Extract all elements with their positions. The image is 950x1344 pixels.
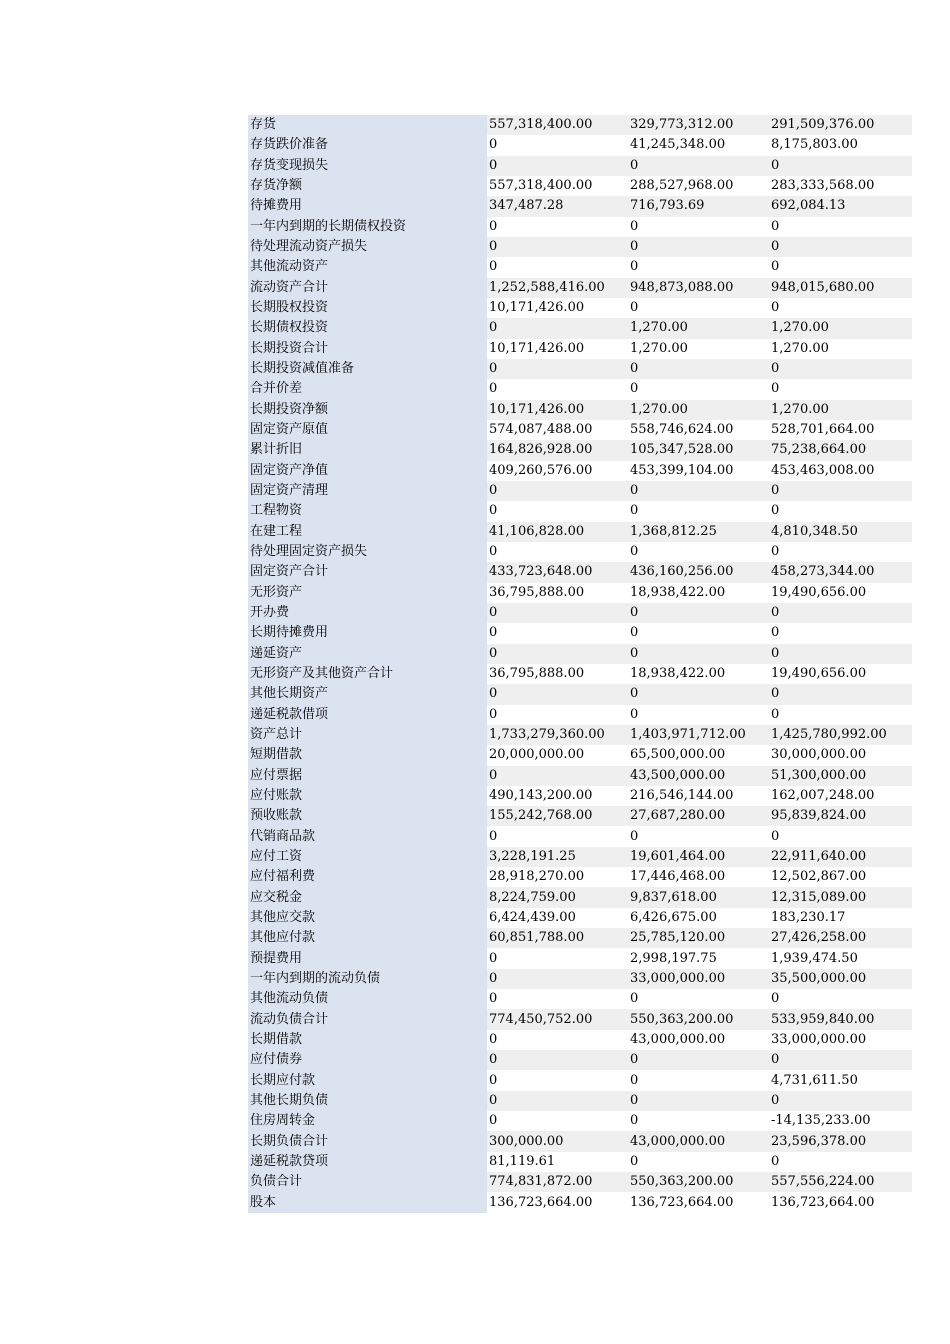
- value-col-3: 23,596,378.00: [769, 1131, 912, 1151]
- table-row: [248, 684, 912, 704]
- value-col-3: 0: [769, 684, 912, 704]
- value-col-3: 0: [769, 257, 912, 277]
- value-col-3: 0: [769, 217, 912, 237]
- row-label: 长期负债合计: [248, 1131, 487, 1151]
- value-col-2: 436,160,256.00: [628, 562, 769, 582]
- table-row: [248, 461, 912, 481]
- table-row: [248, 1131, 912, 1151]
- value-col-2: 1,270.00: [628, 318, 769, 338]
- value-col-1: 36,795,888.00: [487, 583, 628, 603]
- table-row: [248, 481, 912, 501]
- value-col-1: 3,228,191.25: [487, 847, 628, 867]
- value-col-1: 1,733,279,360.00: [487, 725, 628, 745]
- value-col-3: 0: [769, 705, 912, 725]
- value-col-2: 1,403,971,712.00: [628, 725, 769, 745]
- value-col-2: 0: [628, 1111, 769, 1131]
- value-col-3: 183,230.17: [769, 908, 912, 928]
- value-col-3: 95,839,824.00: [769, 806, 912, 826]
- table-row: [248, 786, 912, 806]
- value-col-1: 0: [487, 1050, 628, 1070]
- row-label: 长期投资合计: [248, 339, 487, 359]
- table-row: [248, 562, 912, 582]
- row-label: 固定资产清理: [248, 481, 487, 501]
- table-row: [248, 379, 912, 399]
- value-col-2: 1,270.00: [628, 339, 769, 359]
- table-row: [248, 135, 912, 155]
- value-col-1: 0: [487, 379, 628, 399]
- table-row: [248, 664, 912, 684]
- table-row: [248, 948, 912, 968]
- value-col-2: 105,347,528.00: [628, 440, 769, 460]
- balance-sheet: [248, 115, 912, 1213]
- row-label: 存货变现损失: [248, 156, 487, 176]
- row-label: 无形资产及其他资产合计: [248, 664, 487, 684]
- row-label: 一年内到期的长期债权投资: [248, 217, 487, 237]
- table-row: [248, 725, 912, 745]
- value-col-3: 27,426,258.00: [769, 928, 912, 948]
- value-col-3: 162,007,248.00: [769, 786, 912, 806]
- value-col-3: 1,939,474.50: [769, 948, 912, 968]
- value-col-1: 0: [487, 1070, 628, 1090]
- value-col-3: 0: [769, 481, 912, 501]
- value-col-3: 12,502,867.00: [769, 867, 912, 887]
- value-col-3: 0: [769, 156, 912, 176]
- table-row: [248, 176, 912, 196]
- value-col-3: 19,490,656.00: [769, 583, 912, 603]
- value-col-1: 0: [487, 542, 628, 562]
- value-col-3: 0: [769, 644, 912, 664]
- value-col-3: 1,425,780,992.00: [769, 725, 912, 745]
- value-col-1: 81,119.61: [487, 1152, 628, 1172]
- row-label: 固定资产净值: [248, 461, 487, 481]
- value-col-2: 2,998,197.75: [628, 948, 769, 968]
- value-col-2: 550,363,200.00: [628, 1009, 769, 1029]
- value-col-3: 0: [769, 1091, 912, 1111]
- row-label: 合并价差: [248, 379, 487, 399]
- row-label: 预提费用: [248, 948, 487, 968]
- table-row: [248, 603, 912, 623]
- value-col-3: 453,463,008.00: [769, 461, 912, 481]
- value-col-2: 453,399,104.00: [628, 461, 769, 481]
- value-col-2: 0: [628, 359, 769, 379]
- table-row: [248, 1152, 912, 1172]
- value-col-2: 0: [628, 644, 769, 664]
- value-col-1: 0: [487, 644, 628, 664]
- value-col-2: 41,245,348.00: [628, 135, 769, 155]
- value-col-2: 43,500,000.00: [628, 766, 769, 786]
- value-col-1: 6,424,439.00: [487, 908, 628, 928]
- row-label: 递延税款贷项: [248, 1152, 487, 1172]
- value-col-1: 0: [487, 969, 628, 989]
- value-col-2: 329,773,312.00: [628, 115, 769, 135]
- row-label: 待处理流动资产损失: [248, 237, 487, 257]
- row-label: 长期债权投资: [248, 318, 487, 338]
- row-label: 股本: [248, 1192, 487, 1212]
- value-col-2: 9,837,618.00: [628, 887, 769, 907]
- table-row: [248, 400, 912, 420]
- value-col-2: 550,363,200.00: [628, 1172, 769, 1192]
- value-col-1: 0: [487, 684, 628, 704]
- row-label: 住房周转金: [248, 1111, 487, 1131]
- row-label: 其他流动资产: [248, 257, 487, 277]
- value-col-2: 43,000,000.00: [628, 1131, 769, 1151]
- table-row: [248, 766, 912, 786]
- value-col-3: 30,000,000.00: [769, 745, 912, 765]
- value-col-3: 0: [769, 501, 912, 521]
- table-row: [248, 867, 912, 887]
- value-col-3: 12,315,089.00: [769, 887, 912, 907]
- value-col-3: 136,723,664.00: [769, 1192, 912, 1212]
- table-row: [248, 705, 912, 725]
- row-label: 其他长期资产: [248, 684, 487, 704]
- table-row: [248, 908, 912, 928]
- table-row: [248, 522, 912, 542]
- row-label: 待摊费用: [248, 196, 487, 216]
- value-col-3: 0: [769, 379, 912, 399]
- row-label: 应付福利费: [248, 867, 487, 887]
- value-col-3: 0: [769, 623, 912, 643]
- value-col-3: 75,238,664.00: [769, 440, 912, 460]
- value-col-1: 60,851,788.00: [487, 928, 628, 948]
- value-col-3: 0: [769, 359, 912, 379]
- table-row: [248, 623, 912, 643]
- value-col-1: 0: [487, 766, 628, 786]
- value-col-2: 0: [628, 1091, 769, 1111]
- value-col-3: 35,500,000.00: [769, 969, 912, 989]
- value-col-1: 41,106,828.00: [487, 522, 628, 542]
- table-row: [248, 318, 912, 338]
- value-col-2: 136,723,664.00: [628, 1192, 769, 1212]
- value-col-2: 0: [628, 217, 769, 237]
- value-col-2: 0: [628, 481, 769, 501]
- row-label: 长期股权投资: [248, 298, 487, 318]
- value-col-3: 1,270.00: [769, 318, 912, 338]
- value-col-2: 0: [628, 705, 769, 725]
- value-col-3: 291,509,376.00: [769, 115, 912, 135]
- value-col-2: 716,793.69: [628, 196, 769, 216]
- row-label: 其他长期负债: [248, 1091, 487, 1111]
- value-col-1: 0: [487, 705, 628, 725]
- value-col-3: 0: [769, 989, 912, 1009]
- value-col-2: 18,938,422.00: [628, 664, 769, 684]
- table-row: [248, 1172, 912, 1192]
- value-col-3: 0: [769, 603, 912, 623]
- value-col-2: 0: [628, 237, 769, 257]
- value-col-3: 0: [769, 542, 912, 562]
- value-col-1: 8,224,759.00: [487, 887, 628, 907]
- value-col-2: 0: [628, 501, 769, 521]
- row-label: 固定资产合计: [248, 562, 487, 582]
- value-col-3: 0: [769, 1050, 912, 1070]
- table-row: [248, 359, 912, 379]
- value-col-1: 0: [487, 135, 628, 155]
- table-row: [248, 826, 912, 846]
- value-col-2: 25,785,120.00: [628, 928, 769, 948]
- row-label: 应付工资: [248, 847, 487, 867]
- value-col-3: 51,300,000.00: [769, 766, 912, 786]
- value-col-1: 155,242,768.00: [487, 806, 628, 826]
- value-col-1: 0: [487, 1030, 628, 1050]
- value-col-1: 0: [487, 603, 628, 623]
- table-row: [248, 1009, 912, 1029]
- value-col-3: -14,135,233.00: [769, 1111, 912, 1131]
- value-col-3: 8,175,803.00: [769, 135, 912, 155]
- value-col-3: 0: [769, 237, 912, 257]
- value-col-2: 0: [628, 542, 769, 562]
- row-label: 负债合计: [248, 1172, 487, 1192]
- table-row: [248, 196, 912, 216]
- value-col-2: 0: [628, 257, 769, 277]
- value-col-2: 6,426,675.00: [628, 908, 769, 928]
- value-col-2: 19,601,464.00: [628, 847, 769, 867]
- value-col-2: 65,500,000.00: [628, 745, 769, 765]
- value-col-1: 0: [487, 359, 628, 379]
- table-row: [248, 928, 912, 948]
- row-label: 其他应交款: [248, 908, 487, 928]
- row-label: 无形资产: [248, 583, 487, 603]
- row-label: 其他流动负债: [248, 989, 487, 1009]
- table-row: [248, 278, 912, 298]
- table-row: [248, 217, 912, 237]
- table-row: [248, 969, 912, 989]
- value-col-2: 0: [628, 298, 769, 318]
- value-col-1: 0: [487, 501, 628, 521]
- value-col-3: 4,731,611.50: [769, 1070, 912, 1090]
- table-row: [248, 989, 912, 1009]
- table-row: [248, 257, 912, 277]
- value-col-1: 0: [487, 989, 628, 1009]
- row-label: 递延资产: [248, 644, 487, 664]
- table-row: [248, 440, 912, 460]
- row-label: 累计折旧: [248, 440, 487, 460]
- value-col-3: 1,270.00: [769, 339, 912, 359]
- row-label: 待处理固定资产损失: [248, 542, 487, 562]
- value-col-2: 948,873,088.00: [628, 278, 769, 298]
- row-label: 开办费: [248, 603, 487, 623]
- row-label: 长期借款: [248, 1030, 487, 1050]
- table-row: [248, 420, 912, 440]
- value-col-2: 43,000,000.00: [628, 1030, 769, 1050]
- value-col-3: 22,911,640.00: [769, 847, 912, 867]
- value-col-1: 0: [487, 1111, 628, 1131]
- value-col-1: 0: [487, 1091, 628, 1111]
- value-col-1: 574,087,488.00: [487, 420, 628, 440]
- row-label: 存货: [248, 115, 487, 135]
- value-col-1: 164,826,928.00: [487, 440, 628, 460]
- value-col-3: 19,490,656.00: [769, 664, 912, 684]
- value-col-3: 0: [769, 1152, 912, 1172]
- value-col-2: 288,527,968.00: [628, 176, 769, 196]
- value-col-1: 433,723,648.00: [487, 562, 628, 582]
- value-col-2: 0: [628, 684, 769, 704]
- value-col-1: 36,795,888.00: [487, 664, 628, 684]
- value-col-3: 692,084.13: [769, 196, 912, 216]
- row-label: 预收账款: [248, 806, 487, 826]
- value-col-1: 774,831,872.00: [487, 1172, 628, 1192]
- value-col-1: 490,143,200.00: [487, 786, 628, 806]
- value-col-1: 10,171,426.00: [487, 400, 628, 420]
- value-col-1: 0: [487, 156, 628, 176]
- value-col-2: 27,687,280.00: [628, 806, 769, 826]
- table-row: [248, 1030, 912, 1050]
- value-col-1: 0: [487, 826, 628, 846]
- row-label: 应交税金: [248, 887, 487, 907]
- value-col-3: 33,000,000.00: [769, 1030, 912, 1050]
- row-label: 在建工程: [248, 522, 487, 542]
- table-row: [248, 115, 912, 135]
- row-label: 流动负债合计: [248, 1009, 487, 1029]
- value-col-3: 283,333,568.00: [769, 176, 912, 196]
- value-col-2: 18,938,422.00: [628, 583, 769, 603]
- row-label: 存货净额: [248, 176, 487, 196]
- value-col-1: 0: [487, 257, 628, 277]
- table-row: [248, 1070, 912, 1090]
- row-label: 递延税款借项: [248, 705, 487, 725]
- value-col-3: 4,810,348.50: [769, 522, 912, 542]
- table-row: [248, 644, 912, 664]
- table-row: [248, 156, 912, 176]
- table-row: [248, 887, 912, 907]
- value-col-2: 0: [628, 623, 769, 643]
- value-col-2: 0: [628, 603, 769, 623]
- value-col-3: 528,701,664.00: [769, 420, 912, 440]
- value-col-1: 28,918,270.00: [487, 867, 628, 887]
- row-label: 长期投资净额: [248, 400, 487, 420]
- table-row: [248, 583, 912, 603]
- value-col-2: 17,446,468.00: [628, 867, 769, 887]
- table-row: [248, 806, 912, 826]
- value-col-1: 409,260,576.00: [487, 461, 628, 481]
- value-col-1: 557,318,400.00: [487, 176, 628, 196]
- value-col-2: 0: [628, 1152, 769, 1172]
- value-col-3: 458,273,344.00: [769, 562, 912, 582]
- table-row: [248, 501, 912, 521]
- value-col-3: 557,556,224.00: [769, 1172, 912, 1192]
- value-col-1: 10,171,426.00: [487, 298, 628, 318]
- value-col-1: 774,450,752.00: [487, 1009, 628, 1029]
- table-row: [248, 237, 912, 257]
- row-label: 短期借款: [248, 745, 487, 765]
- table-row: [248, 1192, 912, 1212]
- table-row: [248, 339, 912, 359]
- value-col-2: 0: [628, 989, 769, 1009]
- table-row: [248, 542, 912, 562]
- value-col-2: 33,000,000.00: [628, 969, 769, 989]
- value-col-2: 0: [628, 1070, 769, 1090]
- row-label: 应付债券: [248, 1050, 487, 1070]
- row-label: 长期应付款: [248, 1070, 487, 1090]
- value-col-2: 1,368,812.25: [628, 522, 769, 542]
- table-row: [248, 1050, 912, 1070]
- value-col-1: 136,723,664.00: [487, 1192, 628, 1212]
- value-col-1: 0: [487, 318, 628, 338]
- value-col-3: 533,959,840.00: [769, 1009, 912, 1029]
- row-label: 流动资产合计: [248, 278, 487, 298]
- value-col-1: 0: [487, 481, 628, 501]
- value-col-1: 1,252,588,416.00: [487, 278, 628, 298]
- row-label: 资产总计: [248, 725, 487, 745]
- value-col-1: 0: [487, 623, 628, 643]
- row-label: 其他应付款: [248, 928, 487, 948]
- value-col-1: 20,000,000.00: [487, 745, 628, 765]
- value-col-1: 557,318,400.00: [487, 115, 628, 135]
- value-col-1: 0: [487, 217, 628, 237]
- row-label: 固定资产原值: [248, 420, 487, 440]
- row-label: 应付账款: [248, 786, 487, 806]
- table-body: [248, 115, 912, 1213]
- table-row: [248, 847, 912, 867]
- value-col-1: 0: [487, 237, 628, 257]
- value-col-2: 558,746,624.00: [628, 420, 769, 440]
- row-label: 长期投资减值准备: [248, 359, 487, 379]
- balance-sheet-table: [248, 115, 912, 1213]
- row-label: 代销商品款: [248, 826, 487, 846]
- table-row: [248, 745, 912, 765]
- value-col-1: 10,171,426.00: [487, 339, 628, 359]
- row-label: 工程物资: [248, 501, 487, 521]
- value-col-1: 300,000.00: [487, 1131, 628, 1151]
- value-col-2: 0: [628, 1050, 769, 1070]
- value-col-2: 0: [628, 826, 769, 846]
- table-row: [248, 1091, 912, 1111]
- table-row: [248, 1111, 912, 1131]
- value-col-3: 948,015,680.00: [769, 278, 912, 298]
- row-label: 一年内到期的流动负债: [248, 969, 487, 989]
- row-label: 应付票据: [248, 766, 487, 786]
- value-col-2: 1,270.00: [628, 400, 769, 420]
- value-col-1: 347,487.28: [487, 196, 628, 216]
- value-col-3: 1,270.00: [769, 400, 912, 420]
- value-col-2: 0: [628, 379, 769, 399]
- value-col-2: 216,546,144.00: [628, 786, 769, 806]
- value-col-3: 0: [769, 826, 912, 846]
- value-col-1: 0: [487, 948, 628, 968]
- table-row: [248, 298, 912, 318]
- row-label: 长期待摊费用: [248, 623, 487, 643]
- value-col-2: 0: [628, 156, 769, 176]
- row-label: 存货跌价准备: [248, 135, 487, 155]
- value-col-3: 0: [769, 298, 912, 318]
